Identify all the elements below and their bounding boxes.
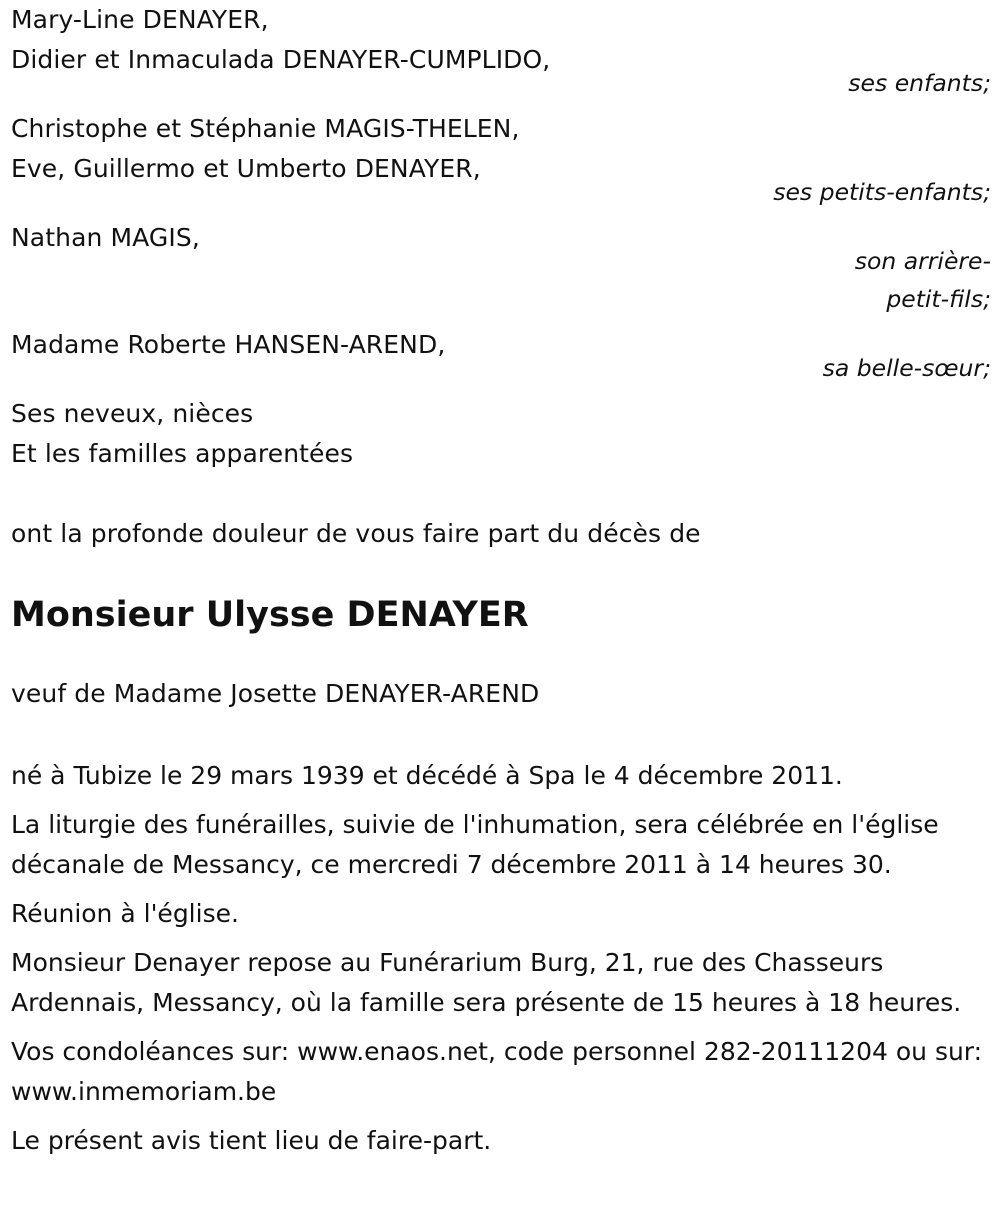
sister-in-law-name: Madame Roberte HANSEN-AREND, — [11, 330, 446, 359]
other-relatives-line: Et les familles apparentées — [11, 439, 354, 468]
condolences-info: Vos condoléances sur: www.enaos.net, code personnel 282-20111204 ou sur: www.inmemoriam.be — [11, 1037, 983, 1106]
grandchild-name: Christophe et Stéphanie MAGIS-THELEN, — [11, 114, 520, 143]
other-relatives-line: Ses neveux, nièces — [11, 399, 254, 428]
sister-in-law-block — [11, 325, 991, 388]
grandchildren-block — [11, 109, 991, 212]
obituary-notice — [11, 0, 991, 1161]
grandchild-name: Eve, Guillermo et Umberto DENAYER, — [11, 154, 481, 183]
announcement-text: ont la profonde douleur de vous faire part du décès de — [11, 519, 701, 548]
meeting-place: Réunion à l'église. — [11, 899, 239, 928]
visitation-details: Monsieur Denayer repose au Funérarium Burg, 21, rue des Chasseurs Ardennais, Messancy, où la famille sera présente de 15 heures à 18 heures. — [11, 948, 962, 1017]
children-relation: ses enfants; — [848, 69, 991, 97]
child-name: Didier et Inmaculada DENAYER-CUMPLIDO, — [11, 45, 551, 74]
children-block — [11, 0, 991, 103]
child-name: Mary-Line DENAYER, — [11, 5, 269, 34]
closing-note: Le présent avis tient lieu de faire-part. — [11, 1126, 492, 1155]
sister-in-law-relation: sa belle-sœur; — [822, 354, 991, 382]
great-grandchild-name: Nathan MAGIS, — [11, 223, 200, 252]
deceased-name: Monsieur Ulysse DENAYER — [11, 595, 529, 635]
grandchildren-relation: ses petits-enfants; — [773, 178, 991, 206]
birth-death: né à Tubize le 29 mars 1939 et décédé à Spa le 4 décembre 2011. — [11, 761, 843, 790]
great-grandchild-block — [11, 218, 991, 319]
great-grandchild-relation: son arrière- — [854, 247, 991, 275]
other-relatives-block — [11, 394, 991, 474]
great-grandchild-relation-cont: petit-fils; — [886, 285, 991, 313]
widower-of: veuf de Madame Josette DENAYER-AREND — [11, 679, 540, 708]
funeral-details: La liturgie des funérailles, suivie de l'inhumation, sera célébrée en l'église décanale de Messancy, ce mercredi 7 décembre 2011 à 14 heures 30. — [11, 810, 939, 879]
